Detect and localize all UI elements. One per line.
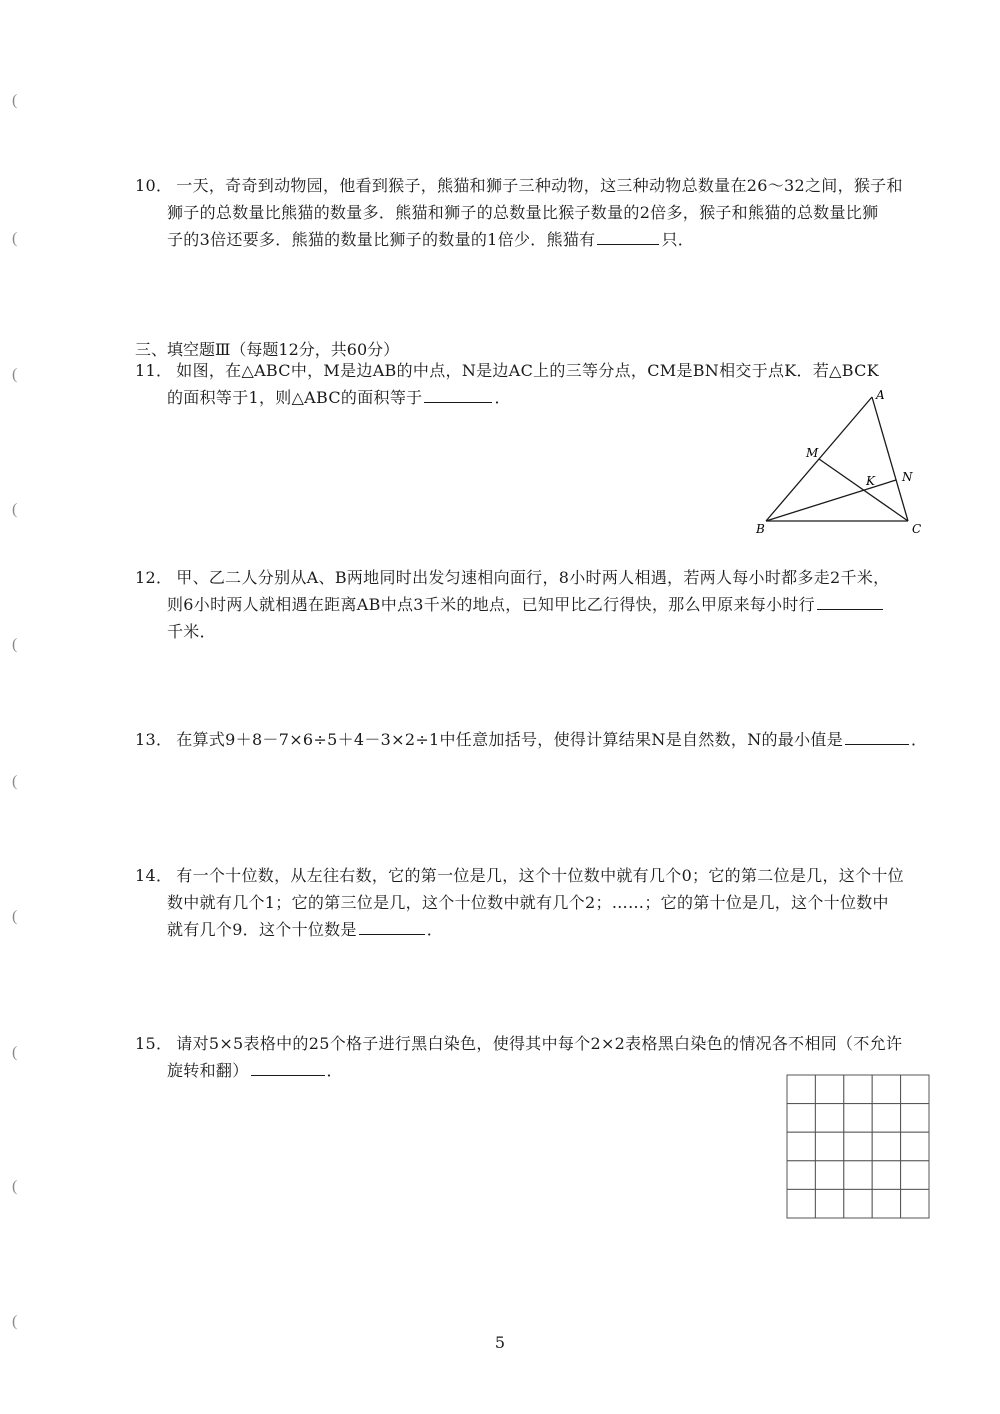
question-line — [135, 357, 935, 384]
grid-cell[interactable] — [815, 1189, 843, 1218]
answer-blank[interactable] — [597, 226, 659, 245]
binding-mark: ( — [12, 92, 18, 109]
question-line — [135, 1030, 935, 1057]
question-text: 的面积等于1，则△ABC的面积等于 — [167, 388, 423, 407]
vertex-label-c: C — [912, 522, 922, 536]
question-13 — [135, 726, 935, 753]
question-text: ． — [326, 1061, 343, 1080]
vertex-label-a: A — [876, 388, 885, 402]
vertex-label-b: B — [756, 522, 765, 536]
question-text: 在算式9＋8－7×6÷5＋4－3×2÷1中任意加括号，使得计算结果N是自然数，N的最小值是 — [176, 730, 844, 749]
question-line — [135, 916, 935, 943]
grid-cell[interactable] — [872, 1104, 900, 1133]
page-number: 5 — [494, 1333, 506, 1352]
question-text: 一天，奇奇到动物园，他看到猴子，熊猫和狮子三种动物，这三种动物总数量在26～32之间，猴子和 — [176, 176, 903, 195]
question-number: 13． — [135, 730, 173, 749]
grid-cell[interactable] — [787, 1189, 815, 1218]
point-label-n: N — [902, 470, 913, 484]
segment-bn — [766, 480, 896, 521]
answer-blank[interactable] — [424, 384, 492, 403]
grid-cell[interactable] — [901, 1104, 929, 1133]
grid-cell[interactable] — [815, 1075, 843, 1104]
question-number: 11． — [135, 361, 173, 380]
question-12 — [135, 564, 935, 645]
grid-cell[interactable] — [844, 1104, 872, 1133]
question-line — [135, 564, 935, 591]
question-line — [135, 226, 935, 253]
question-number: 15． — [135, 1034, 173, 1053]
question-text: 只． — [661, 230, 695, 249]
binding-mark: ( — [12, 230, 18, 247]
question-line — [135, 889, 935, 916]
binding-mark: ( — [12, 501, 18, 518]
question-line — [135, 726, 935, 753]
binding-mark: ( — [12, 1313, 18, 1330]
question-text: 旋转和翻） — [167, 1061, 249, 1080]
question-line — [135, 172, 935, 199]
question-10 — [135, 172, 935, 253]
binding-mark: ( — [12, 908, 18, 925]
grid-cell[interactable] — [815, 1161, 843, 1190]
triangle-figure — [750, 385, 930, 540]
grid-cell[interactable] — [872, 1161, 900, 1190]
grid-cell[interactable] — [787, 1104, 815, 1133]
grid-cell[interactable] — [872, 1189, 900, 1218]
grid-cell[interactable] — [872, 1132, 900, 1161]
question-text: 狮子的总数量比熊猫的数量多．熊猫和狮子的总数量比猴子数量的2倍多，猴子和熊猫的总数量比狮 — [167, 203, 879, 222]
point-label-m: M — [806, 446, 819, 460]
binding-mark: ( — [12, 773, 18, 790]
grid-cell[interactable] — [844, 1075, 872, 1104]
question-text: 有一个十位数，从左往右数，它的第一位是几，这个十位数中就有几个0；它的第二位是几，这个十位 — [176, 866, 904, 885]
point-label-k: K — [866, 474, 875, 488]
question-text: 甲、乙二人分别从A、B两地同时出发匀速相向面行，8小时两人相遇，若两人每小时都多走2千米， — [176, 568, 890, 587]
question-line — [135, 618, 935, 645]
binding-mark: ( — [12, 1044, 18, 1061]
grid-cell[interactable] — [901, 1161, 929, 1190]
question-text: 千米． — [167, 622, 216, 641]
question-text: 则6小时两人就相遇在距离AB中点3千米的地点，已知甲比乙行得快，那么甲原来每小时行 — [167, 595, 815, 614]
question-number: 12． — [135, 568, 173, 587]
grid-cell[interactable] — [872, 1075, 900, 1104]
grid-cell[interactable] — [815, 1104, 843, 1133]
grid-cell[interactable] — [901, 1189, 929, 1218]
question-text: 数中就有几个1；它的第三位是几，这个十位数中就有几个2；……；它的第十位是几，这个十位数中 — [167, 893, 889, 912]
binding-mark: ( — [12, 636, 18, 653]
binding-mark: ( — [12, 366, 18, 383]
question-number: 14． — [135, 866, 173, 885]
grid-cell[interactable] — [844, 1132, 872, 1161]
answer-blank[interactable] — [251, 1057, 325, 1076]
answer-blank[interactable] — [359, 916, 425, 935]
binding-mark: ( — [12, 1178, 18, 1195]
question-14 — [135, 862, 935, 943]
question-text: 就有几个9．这个十位数是 — [167, 920, 357, 939]
grid-cell[interactable] — [815, 1132, 843, 1161]
grid-cell[interactable] — [844, 1161, 872, 1190]
grid-cell[interactable] — [787, 1161, 815, 1190]
question-line — [135, 199, 935, 226]
question-number: 10． — [135, 176, 173, 195]
question-text: ． — [494, 388, 511, 407]
question-line — [135, 862, 935, 889]
question-text: 如图，在△ABC中，M是边AB的中点，N是边AC上的三等分点，CM是BN相交于点K．若△BCK — [176, 361, 879, 380]
answer-blank[interactable] — [817, 591, 883, 610]
grid-cell[interactable] — [901, 1075, 929, 1104]
grid-cell[interactable] — [787, 1132, 815, 1161]
section-title: 三、填空题Ⅲ（每题12分，共60分） — [135, 340, 400, 359]
grid-cell[interactable] — [787, 1075, 815, 1104]
question-text: 子的3倍还要多．熊猫的数量比狮子的数量的1倍少．熊猫有 — [167, 230, 596, 249]
question-text: ． — [911, 730, 928, 749]
grid-cell[interactable] — [901, 1132, 929, 1161]
grid-cell[interactable] — [844, 1189, 872, 1218]
question-text: 请对5×5表格中的25个格子进行黑白染色，使得其中每个2×2表格黑白染色的情况各不相同（不允许 — [176, 1034, 903, 1053]
grid-5x5 — [786, 1074, 930, 1220]
answer-blank[interactable] — [845, 726, 909, 745]
side-ac — [872, 397, 908, 521]
question-text: ． — [426, 920, 444, 939]
question-line — [135, 591, 935, 618]
